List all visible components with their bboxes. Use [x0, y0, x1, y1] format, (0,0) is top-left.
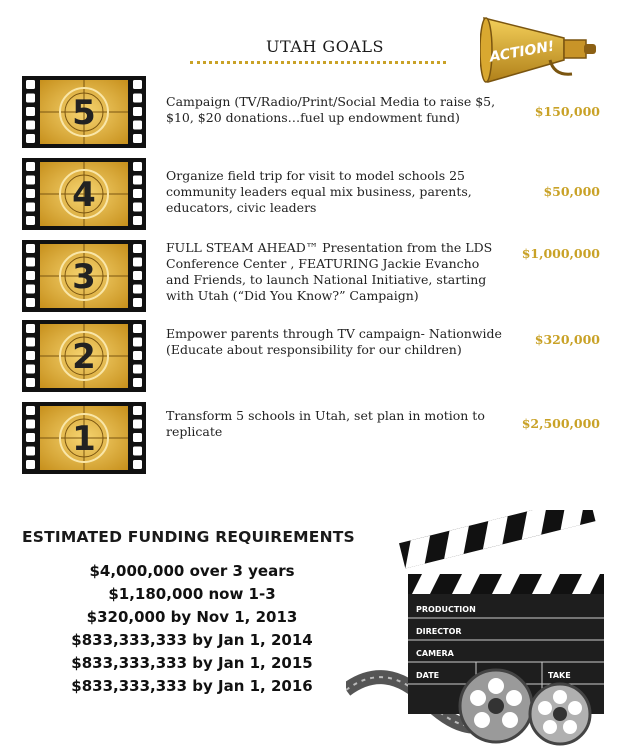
goal-number: 5: [72, 93, 96, 133]
clapperboard-icon: [346, 510, 608, 746]
goal-row: [0, 320, 618, 394]
clapper-director-label: DIRECTOR: [416, 627, 462, 636]
funding-line: $4,000,000 over 3 years: [89, 562, 295, 580]
goal-amount: $320,000: [534, 332, 600, 347]
film-frame-icon: [22, 240, 146, 312]
goal-description: Organize field trip for visit to model schools 25 community leaders equal mix business, parents, educators, civic leaders: [166, 168, 472, 215]
funding-line: $833,333,333 by Jan 1, 2016: [71, 677, 313, 695]
title-underline: [190, 61, 446, 64]
goal-row: [0, 240, 618, 314]
film-frame-icon: [22, 158, 146, 230]
funding-title: ESTIMATED FUNDING REQUIREMENTS: [22, 528, 355, 546]
film-frame-icon: [22, 320, 146, 392]
goal-number: 4: [72, 175, 96, 215]
goal-amount: $1,000,000: [521, 246, 600, 261]
goal-description: Transform 5 schools in Utah, set plan in motion to replicate: [166, 408, 485, 439]
goal-description: Empower parents through TV campaign- Nationwide (Educate about responsibility for our children): [166, 326, 502, 357]
clapper-production-label: PRODUCTION: [416, 605, 476, 614]
goal-number: 3: [72, 257, 96, 297]
film-reel-icon: [530, 684, 590, 744]
funding-line: $833,333,333 by Jan 1, 2014: [71, 631, 313, 649]
goal-row: [0, 402, 618, 476]
goal-amount: $50,000: [543, 184, 600, 199]
goal-row: [0, 158, 618, 232]
funding-line: $1,180,000 now 1-3: [108, 585, 276, 603]
goal-number: 1: [72, 419, 96, 459]
goal-description: Campaign (TV/Radio/Print/Social Media to raise $5, $10, $20 donations…fuel up endowment fund): [166, 94, 496, 125]
film-reel-icon: [460, 670, 532, 742]
goal-row: [0, 76, 618, 150]
film-frame-icon: [22, 76, 146, 148]
clapper-take-label: TAKE: [548, 671, 571, 680]
clapper-camera-label: CAMERA: [416, 649, 454, 658]
goal-amount: $2,500,000: [521, 416, 600, 431]
funding-line: $320,000 by Nov 1, 2013: [86, 608, 298, 626]
megaphone-label: ACTION!: [488, 38, 556, 66]
clapper-date-label: DATE: [416, 671, 440, 680]
goal-amount: $150,000: [534, 104, 600, 119]
film-frame-icon: [22, 402, 146, 474]
goal-number: 2: [72, 337, 96, 377]
page-title: UTAH GOALS: [266, 37, 384, 56]
funding-line: $833,333,333 by Jan 1, 2015: [71, 654, 313, 672]
funding-list: [22, 560, 362, 698]
goal-description: FULL STEAM AHEAD™ Presentation from the LDS Conference Center , FEATURING Jackie Evancho and Friends, to launch National Initiative, starting with Utah (“Did You Know?” Campaign): [166, 240, 493, 303]
